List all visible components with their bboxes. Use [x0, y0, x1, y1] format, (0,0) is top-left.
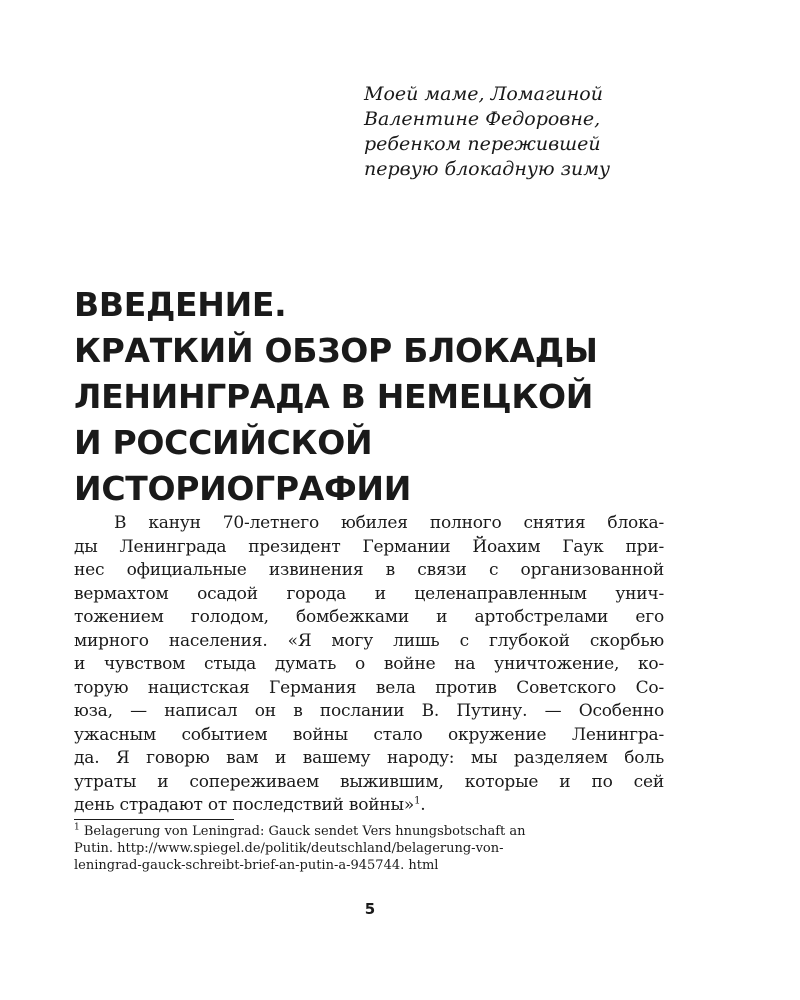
body-line: ужасным событием войны стало окружение Ленингра-	[74, 724, 664, 745]
chapter-heading	[74, 282, 714, 512]
heading-line: КРАТКИЙ ОБЗОР БЛОКАДЫ	[74, 331, 598, 370]
footnote-line: Putin. http://www.spiegel.de/politik/deutschland/belagerung-von-	[74, 841, 504, 856]
body-line: и чувством стыда думать о войне на уничтожение, ко-	[74, 654, 664, 674]
footnote-line	[74, 823, 664, 840]
body-line: мирного населения. «Я могу лишь с глубокой скорбью	[74, 630, 664, 651]
body-line-last	[74, 794, 664, 818]
footnote-text: Belagerung von Leningrad: Gauck sendet Vers hnungsbotschaft an	[83, 824, 526, 839]
dedication-line: первую блокадную зиму	[364, 158, 611, 180]
heading-line: ЛЕНИНГРАДА В НЕМЕЦКОЙ	[74, 377, 594, 416]
body-line: ды Ленинграда президент Германии Йоахим Гаук при-	[74, 536, 664, 557]
body-line: вермахтом осадой города и целенаправленным унич-	[74, 583, 664, 604]
heading-line: ИСТОРИОГРАФИИ	[74, 469, 412, 508]
body-line: В канун 70-летнего юбилея полного снятия блока-	[114, 513, 664, 533]
body-paragraph	[74, 512, 664, 818]
dedication-line: Валентине Федоровне,	[364, 108, 601, 130]
body-line: торую нацистская Германия вела против Советского Со-	[74, 677, 664, 698]
footnote-divider	[74, 819, 234, 820]
body-line: да. Я говорю вам и вашему народу: мы разделяем боль	[74, 748, 664, 768]
footnote-reference[interactable]: 1	[414, 795, 421, 807]
heading-line: ВВЕДЕНИЕ.	[74, 285, 287, 324]
body-line: тожением голодом, бомбежками и артобстрелами его	[74, 607, 664, 627]
footnote-line: leningrad-gauck-schreibt-brief-an-putin-a-945744. html	[74, 858, 439, 873]
dedication	[364, 82, 664, 182]
body-line-end-punct: .	[420, 795, 426, 815]
body-line: утраты и сопереживаем выжившим, которые и по сей	[74, 771, 664, 792]
footnote-marker: 1	[74, 822, 80, 833]
page-number: 5	[364, 900, 376, 918]
heading-line: И РОССИЙСКОЙ	[74, 423, 373, 462]
footnote	[74, 823, 664, 874]
body-line-text: день страдают от последствий войны»	[74, 795, 415, 815]
dedication-line: Моей маме, Ломагиной	[364, 83, 603, 105]
body-line: юза, — написал он в послании В. Путину. — Особенно	[74, 701, 664, 721]
body-line: нес официальные извинения в связи с организованной	[74, 560, 664, 580]
dedication-line: ребенком пережившей	[364, 133, 601, 155]
